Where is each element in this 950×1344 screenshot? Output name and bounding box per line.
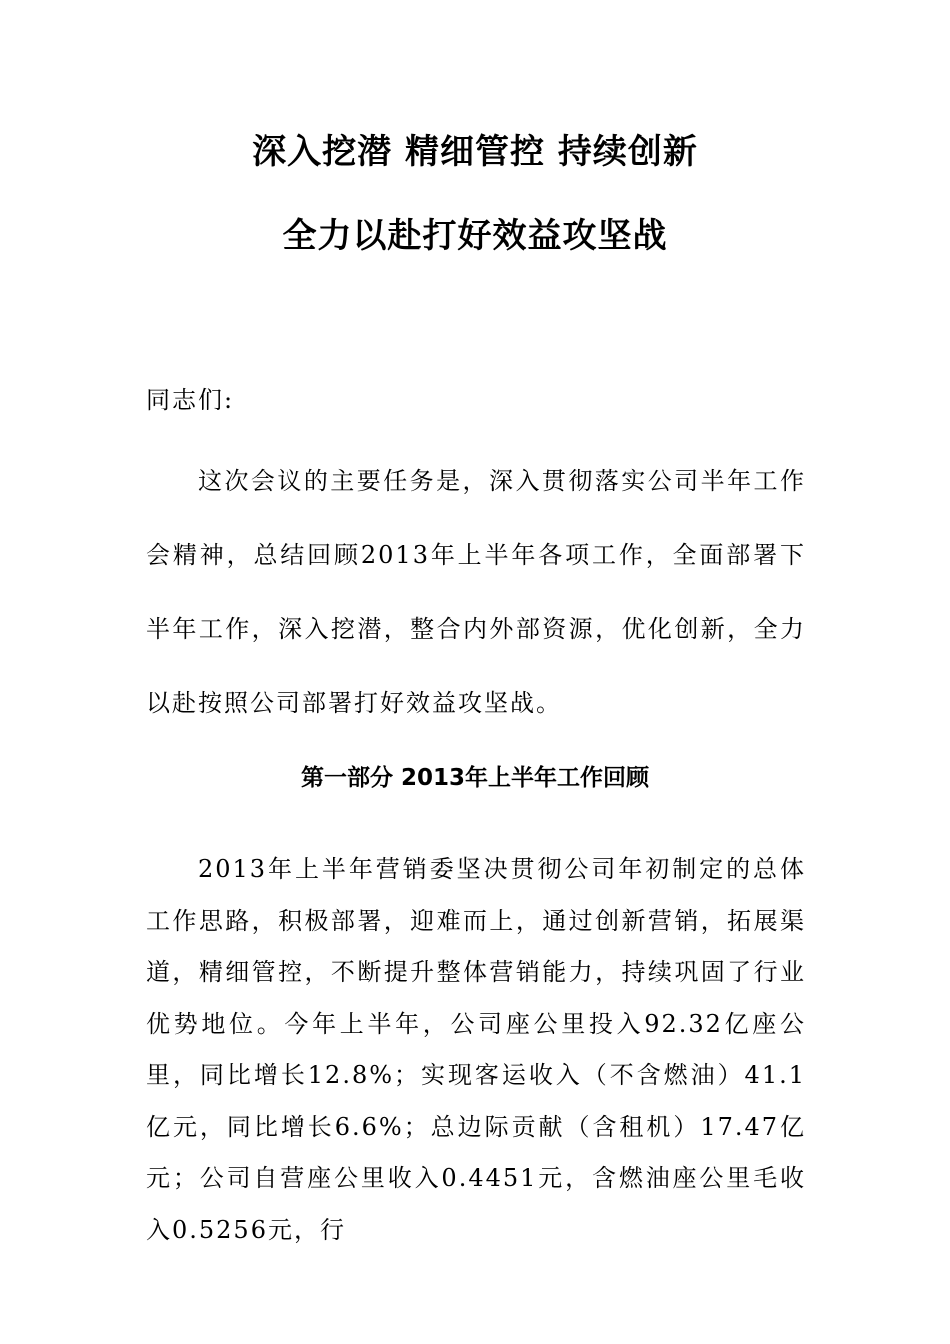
salutation: 同志们: — [146, 386, 235, 414]
document-title-line-2: 全力以赴打好效益攻坚战 — [282, 216, 668, 256]
intro-paragraph: 这次会议的主要任务是，深入贯彻落实公司半年工作会精神，总结回顾2013年上半年各项工作，全面部署下半年工作，深入挖潜，整合内外部资源，优化创新，全力以赴按照公司部署打好效益攻坚战。 — [146, 467, 806, 717]
body-paragraph: 2013年上半年营销委坚决贯彻公司年初制定的总体工作思路，积极部署，迎难而上，通过创新营销，拓展渠道，精细管控，不断提升整体营销能力，持续巩固了行业优势地位。今年上半年，公司座公里投入92.32亿座公里，同比增长12.8%；实现客运收入（不含燃油）41.1亿元，同比增长6.6%；总边际贡献（含租机）17.47亿元；公司自营座公里收入0.4451元，含燃油座公里毛收入0.5256元，行 — [146, 855, 806, 1244]
document-title-line-1: 深入挖潜 精细管控 持续创新 — [252, 132, 698, 172]
section-heading: 第一部分 2013年上半年工作回顾 — [300, 765, 650, 791]
